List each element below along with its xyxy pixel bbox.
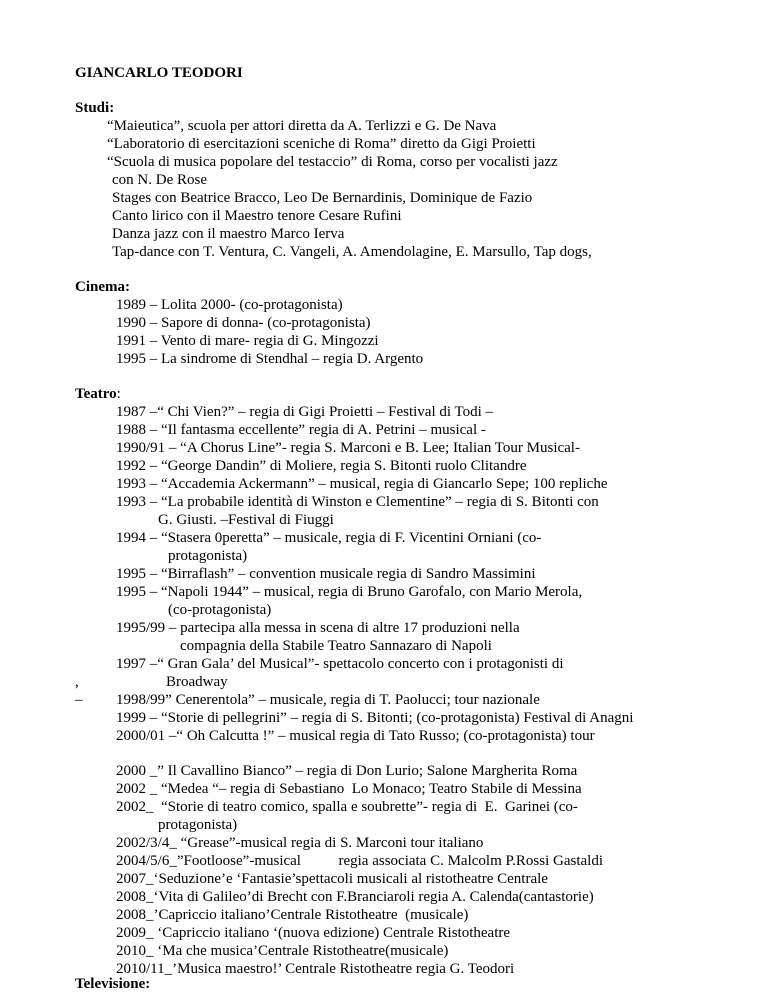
studi-line: Stages con Beatrice Bracco, Leo De Bernardinis, Dominique de Fazio: [112, 190, 533, 206]
teatro-line: 1999 – “Storie di pellegrini” – regia di S. Bitonti; (co-protagonista) Festival di Anagni: [116, 710, 634, 726]
cinema-line: 1991 – Vento di mare- regia di G. Mingozzi: [116, 333, 379, 349]
teatro-line: 2008_’Capriccio italiano’Centrale Ristotheatre (musicale): [116, 907, 469, 923]
studi-line: Tap-dance con T. Ventura, C. Vangeli, A. Amendolagine, E. Marsullo, Tap dogs,: [112, 244, 592, 260]
cinema-heading: Cinema:: [75, 279, 130, 295]
teatro-line: 2008_‘Vita di Galileo’di Brecht con F.Branciaroli regia A. Calenda(cantastorie): [116, 889, 594, 905]
teatro-line: 1993 – “Accademia Ackermann” – musical, regia di Giancarlo Sepe; 100 repliche: [116, 476, 608, 492]
studi-line: “Maieutica”, scuola per attori diretta da A. Terlizzi e G. De Nava: [107, 118, 497, 134]
teatro-line: 1995 – “Birraflash” – convention musicale regia di Sandro Massimini: [116, 566, 536, 582]
margin-mark: ,: [75, 674, 79, 690]
teatro-line: 1988 – “Il fantasma eccellente” regia di A. Petrini – musical -: [116, 422, 486, 438]
teatro-line: G. Giusti. –Festival di Fiuggi: [158, 512, 334, 528]
televisione-heading: Televisione:: [75, 976, 151, 992]
teatro-line: 2009_ ‘Capriccio italiano ‘(nuova edizione) Centrale Ristotheatre: [116, 925, 511, 941]
teatro-line: 2002/3/4_ “Grease”-musical regia di S. Marconi tour italiano: [116, 835, 484, 851]
studi-line: Canto lirico con il Maestro tenore Cesare Rufini: [112, 208, 402, 224]
teatro-line: 1997 –“ Gran Gala’ del Musical”- spettacolo concerto con i protagonisti di: [116, 656, 564, 672]
cinema-line: 1990 – Sapore di donna- (co-protagonista): [116, 315, 371, 331]
teatro-line: Broadway: [166, 674, 228, 690]
teatro-line: 2000/01 –“ Oh Calcutta !” – musical regia di Tato Russo; (co-protagonista) tour: [116, 728, 595, 744]
studi-line: con N. De Rose: [112, 172, 207, 188]
teatro-line: 2000 _” Il Cavallino Bianco” – regia di Don Lurio; Salone Margherita Roma: [116, 763, 578, 779]
teatro-line: 1994 – “Stasera 0peretta” – musicale, regia di F. Vicentini Orniani (co-: [116, 530, 542, 546]
teatro-line: 1998/99” Cenerentola” – musicale, regia di T. Paolucci; tour nazionale: [116, 692, 540, 708]
document-title: GIANCARLO TEODORI: [75, 65, 243, 81]
teatro-line: 1995/99 – partecipa alla messa in scena di altre 17 produzioni nella: [116, 620, 520, 636]
teatro-line: 1993 – “La probabile identità di Winston e Clementine” – regia di S. Bitonti con: [116, 494, 599, 510]
teatro-line: protagonista): [168, 548, 248, 564]
teatro-line: 1990/91 – “A Chorus Line”- regia S. Marconi e B. Lee; Italian Tour Musical-: [116, 440, 580, 456]
teatro-line: 2002 _ “Medea “– regia di Sebastiano Lo Monaco; Teatro Stabile di Messina: [116, 781, 582, 797]
teatro-line: 2010_ ‘Ma che musica’Centrale Ristotheatre(musicale): [116, 943, 449, 959]
teatro-line: 1987 –“ Chi Vien?” – regia di Gigi Proietti – Festival di Todi –: [116, 404, 494, 420]
teatro-line: 1992 – “George Dandin” di Moliere, regia S. Bitonti ruolo Clitandre: [116, 458, 527, 474]
margin-mark: –: [75, 692, 83, 708]
studi-line: “Laboratorio di esercitazioni sceniche di Roma” diretto da Gigi Proietti: [107, 136, 536, 152]
teatro-line: compagnia della Stabile Teatro Sannazaro di Napoli: [180, 638, 492, 654]
teatro-heading: [75, 385, 121, 403]
teatro-line: 2004/5/6_”Footloose”-musical regia associata C. Malcolm P.Rossi Gastaldi: [116, 853, 604, 869]
teatro-line: (co-protagonista): [168, 602, 272, 618]
cinema-line: 1989 – Lolita 2000- (co-protagonista): [116, 297, 343, 313]
teatro-line: 2007_‘Seduzione’e ‘Fantasie’spettacoli musicali al ristotheatre Centrale: [116, 871, 548, 887]
teatro-line: 2010/11_’Musica maestro!’ Centrale Ristotheatre regia G. Teodori: [116, 961, 515, 977]
teatro-heading-label: Teatro: [75, 386, 117, 402]
studi-line: “Scuola di musica popolare del testaccio” di Roma, corso per vocalisti jazz: [107, 154, 558, 170]
teatro-line: protagonista): [158, 817, 238, 833]
studi-line: Danza jazz con il maestro Marco Ierva: [112, 226, 345, 242]
teatro-heading-colon: :: [116, 386, 121, 402]
studi-heading: Studi:: [75, 100, 115, 116]
teatro-line: 1995 – “Napoli 1944” – musical, regia di Bruno Garofalo, con Mario Merola,: [116, 584, 583, 600]
cinema-line: 1995 – La sindrome di Stendhal – regia D. Argento: [116, 351, 424, 367]
teatro-line: 2002_ “Storie di teatro comico, spalla e soubrette”- regia di E. Garinei (co-: [116, 799, 578, 815]
